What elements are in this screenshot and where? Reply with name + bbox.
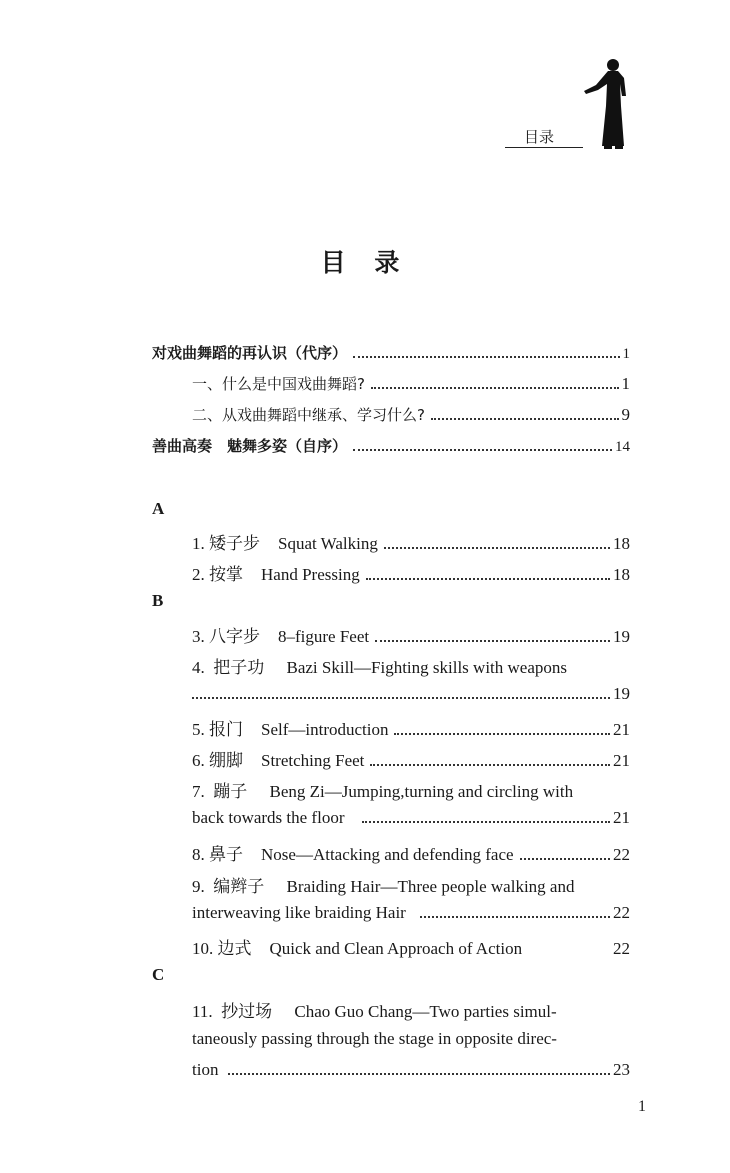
entry-english: Bazi Skill—Fighting skills with weapons — [286, 658, 568, 677]
toc-entry-continuation[interactable] — [192, 808, 630, 828]
toc-page-number: 21 — [613, 720, 630, 739]
toc-entry-continuation[interactable] — [192, 1060, 630, 1080]
toc-entry-subsection[interactable] — [192, 373, 630, 394]
entry-chinese: 八字步 — [209, 627, 260, 646]
entry-english: Nose—Attacking and defending face — [261, 845, 514, 864]
dot-leader — [370, 764, 610, 766]
dot-leader — [420, 916, 610, 918]
entry-number: 10. — [192, 939, 214, 958]
toc-page-number: 9 — [621, 405, 630, 424]
entry-chinese: 编辫子 — [213, 877, 265, 896]
entry-chinese: 绷脚 — [209, 751, 243, 770]
dot-leader — [394, 733, 610, 735]
entry-english: Stretching Feet — [261, 751, 365, 770]
entry-english-cont: interweaving like braiding Hair — [192, 903, 406, 922]
toc-page-number: 18 — [613, 565, 630, 584]
entry-number: 1. — [192, 534, 205, 553]
entry-number: 4. — [192, 658, 205, 677]
toc-entry[interactable] — [192, 529, 630, 554]
toc-entry-continuation[interactable] — [192, 684, 630, 704]
toc-entry-line: taneously passing through the stage in opposite direc- — [192, 1029, 557, 1048]
dot-leader — [353, 356, 619, 358]
toc-page-number: 1 — [621, 374, 630, 393]
section-letter-b: B — [152, 591, 164, 610]
toc-entry[interactable] — [192, 746, 630, 771]
entry-english: 8–figure Feet — [278, 627, 370, 646]
page-number: 1 — [638, 1098, 646, 1115]
entry-chinese: 边式 — [217, 939, 252, 958]
entry-english: Self—introduction — [261, 720, 389, 739]
toc-entry-line[interactable] — [192, 777, 573, 802]
page-title: 目 录 — [320, 248, 410, 277]
toc-page-number: 19 — [613, 684, 630, 703]
toc-page-number: 22 — [613, 903, 630, 922]
entry-english: Braiding Hair—Three people walking and — [286, 877, 575, 896]
dot-leader — [371, 387, 619, 389]
toc-page-number: 18 — [613, 534, 630, 553]
toc-page-number: 14 — [615, 439, 630, 455]
toc-entry[interactable] — [192, 934, 630, 959]
toc-entry-text: 一、什么是中国戏曲舞蹈? — [192, 375, 365, 393]
toc-page-number: 21 — [613, 808, 630, 827]
toc-entry-text: 对戏曲舞蹈的再认识（代序） — [152, 344, 348, 362]
dot-leader — [520, 858, 610, 860]
section-letter-c: C — [152, 965, 165, 984]
toc-page-number: 23 — [613, 1060, 630, 1079]
entry-chinese: 矮子步 — [209, 534, 260, 553]
entry-number: 8. — [192, 845, 205, 864]
entry-english: Chao Guo Chang—Two parties simul- — [294, 1002, 557, 1021]
toc-entry[interactable] — [192, 840, 630, 865]
toc-page-number: 22 — [613, 845, 630, 864]
toc-entry-subsection[interactable] — [192, 404, 630, 425]
running-header-label: 目录 — [524, 130, 555, 146]
toc-entry-text: 善曲高奏 魅舞多姿（自序） — [152, 437, 348, 455]
toc-entry-line[interactable] — [192, 653, 567, 678]
entry-number: 11. — [192, 1002, 213, 1021]
toc-page-number: 22 — [613, 939, 630, 958]
dot-leader — [362, 821, 610, 823]
toc-page-number: 21 — [613, 751, 630, 770]
toc-entry-line[interactable] — [192, 997, 557, 1022]
entry-number: 3. — [192, 627, 205, 646]
entry-english-cont: tion — [192, 1060, 219, 1079]
entry-number: 6. — [192, 751, 205, 770]
dot-leader — [375, 640, 610, 642]
dot-leader — [431, 418, 619, 420]
dot-leader — [366, 578, 610, 580]
entry-chinese: 抄过场 — [221, 1002, 273, 1021]
entry-number: 7. — [192, 782, 205, 801]
opera-figure-icon — [580, 56, 636, 150]
dot-leader — [192, 697, 610, 699]
entry-chinese: 鼻子 — [209, 845, 243, 864]
dot-leader — [228, 1073, 610, 1075]
toc-entry[interactable] — [192, 560, 630, 585]
toc-entry-preface[interactable] — [152, 342, 630, 363]
entry-chinese: 蹦子 — [213, 782, 248, 801]
toc-page-number: 19 — [613, 627, 630, 646]
toc-entry-preface[interactable] — [152, 435, 630, 456]
toc-entry[interactable] — [192, 622, 630, 647]
entry-chinese: 按掌 — [209, 565, 243, 584]
entry-number: 5. — [192, 720, 205, 739]
section-letter-a: A — [152, 499, 165, 518]
toc-entry-continuation[interactable] — [192, 903, 630, 923]
dot-leader — [353, 449, 612, 451]
dot-leader — [384, 547, 610, 549]
header-rule — [505, 147, 583, 148]
toc-entry[interactable] — [192, 715, 630, 740]
toc-entry-text: 二、从戏曲舞蹈中继承、学习什么? — [192, 406, 425, 424]
toc-entry-line[interactable] — [192, 872, 574, 897]
entry-english-cont: back towards the floor — [192, 808, 345, 827]
toc-page-number: 1 — [622, 346, 630, 362]
entry-number: 9. — [192, 877, 205, 896]
entry-number: 2. — [192, 565, 205, 584]
entry-english: Hand Pressing — [261, 565, 360, 584]
entry-chinese: 把子功 — [213, 658, 265, 677]
entry-english: Beng Zi—Jumping,turning and circling with — [269, 782, 574, 801]
entry-english: Quick and Clean Approach of Action — [269, 939, 523, 958]
entry-english: Squat Walking — [278, 534, 378, 553]
entry-chinese: 报门 — [209, 720, 243, 739]
